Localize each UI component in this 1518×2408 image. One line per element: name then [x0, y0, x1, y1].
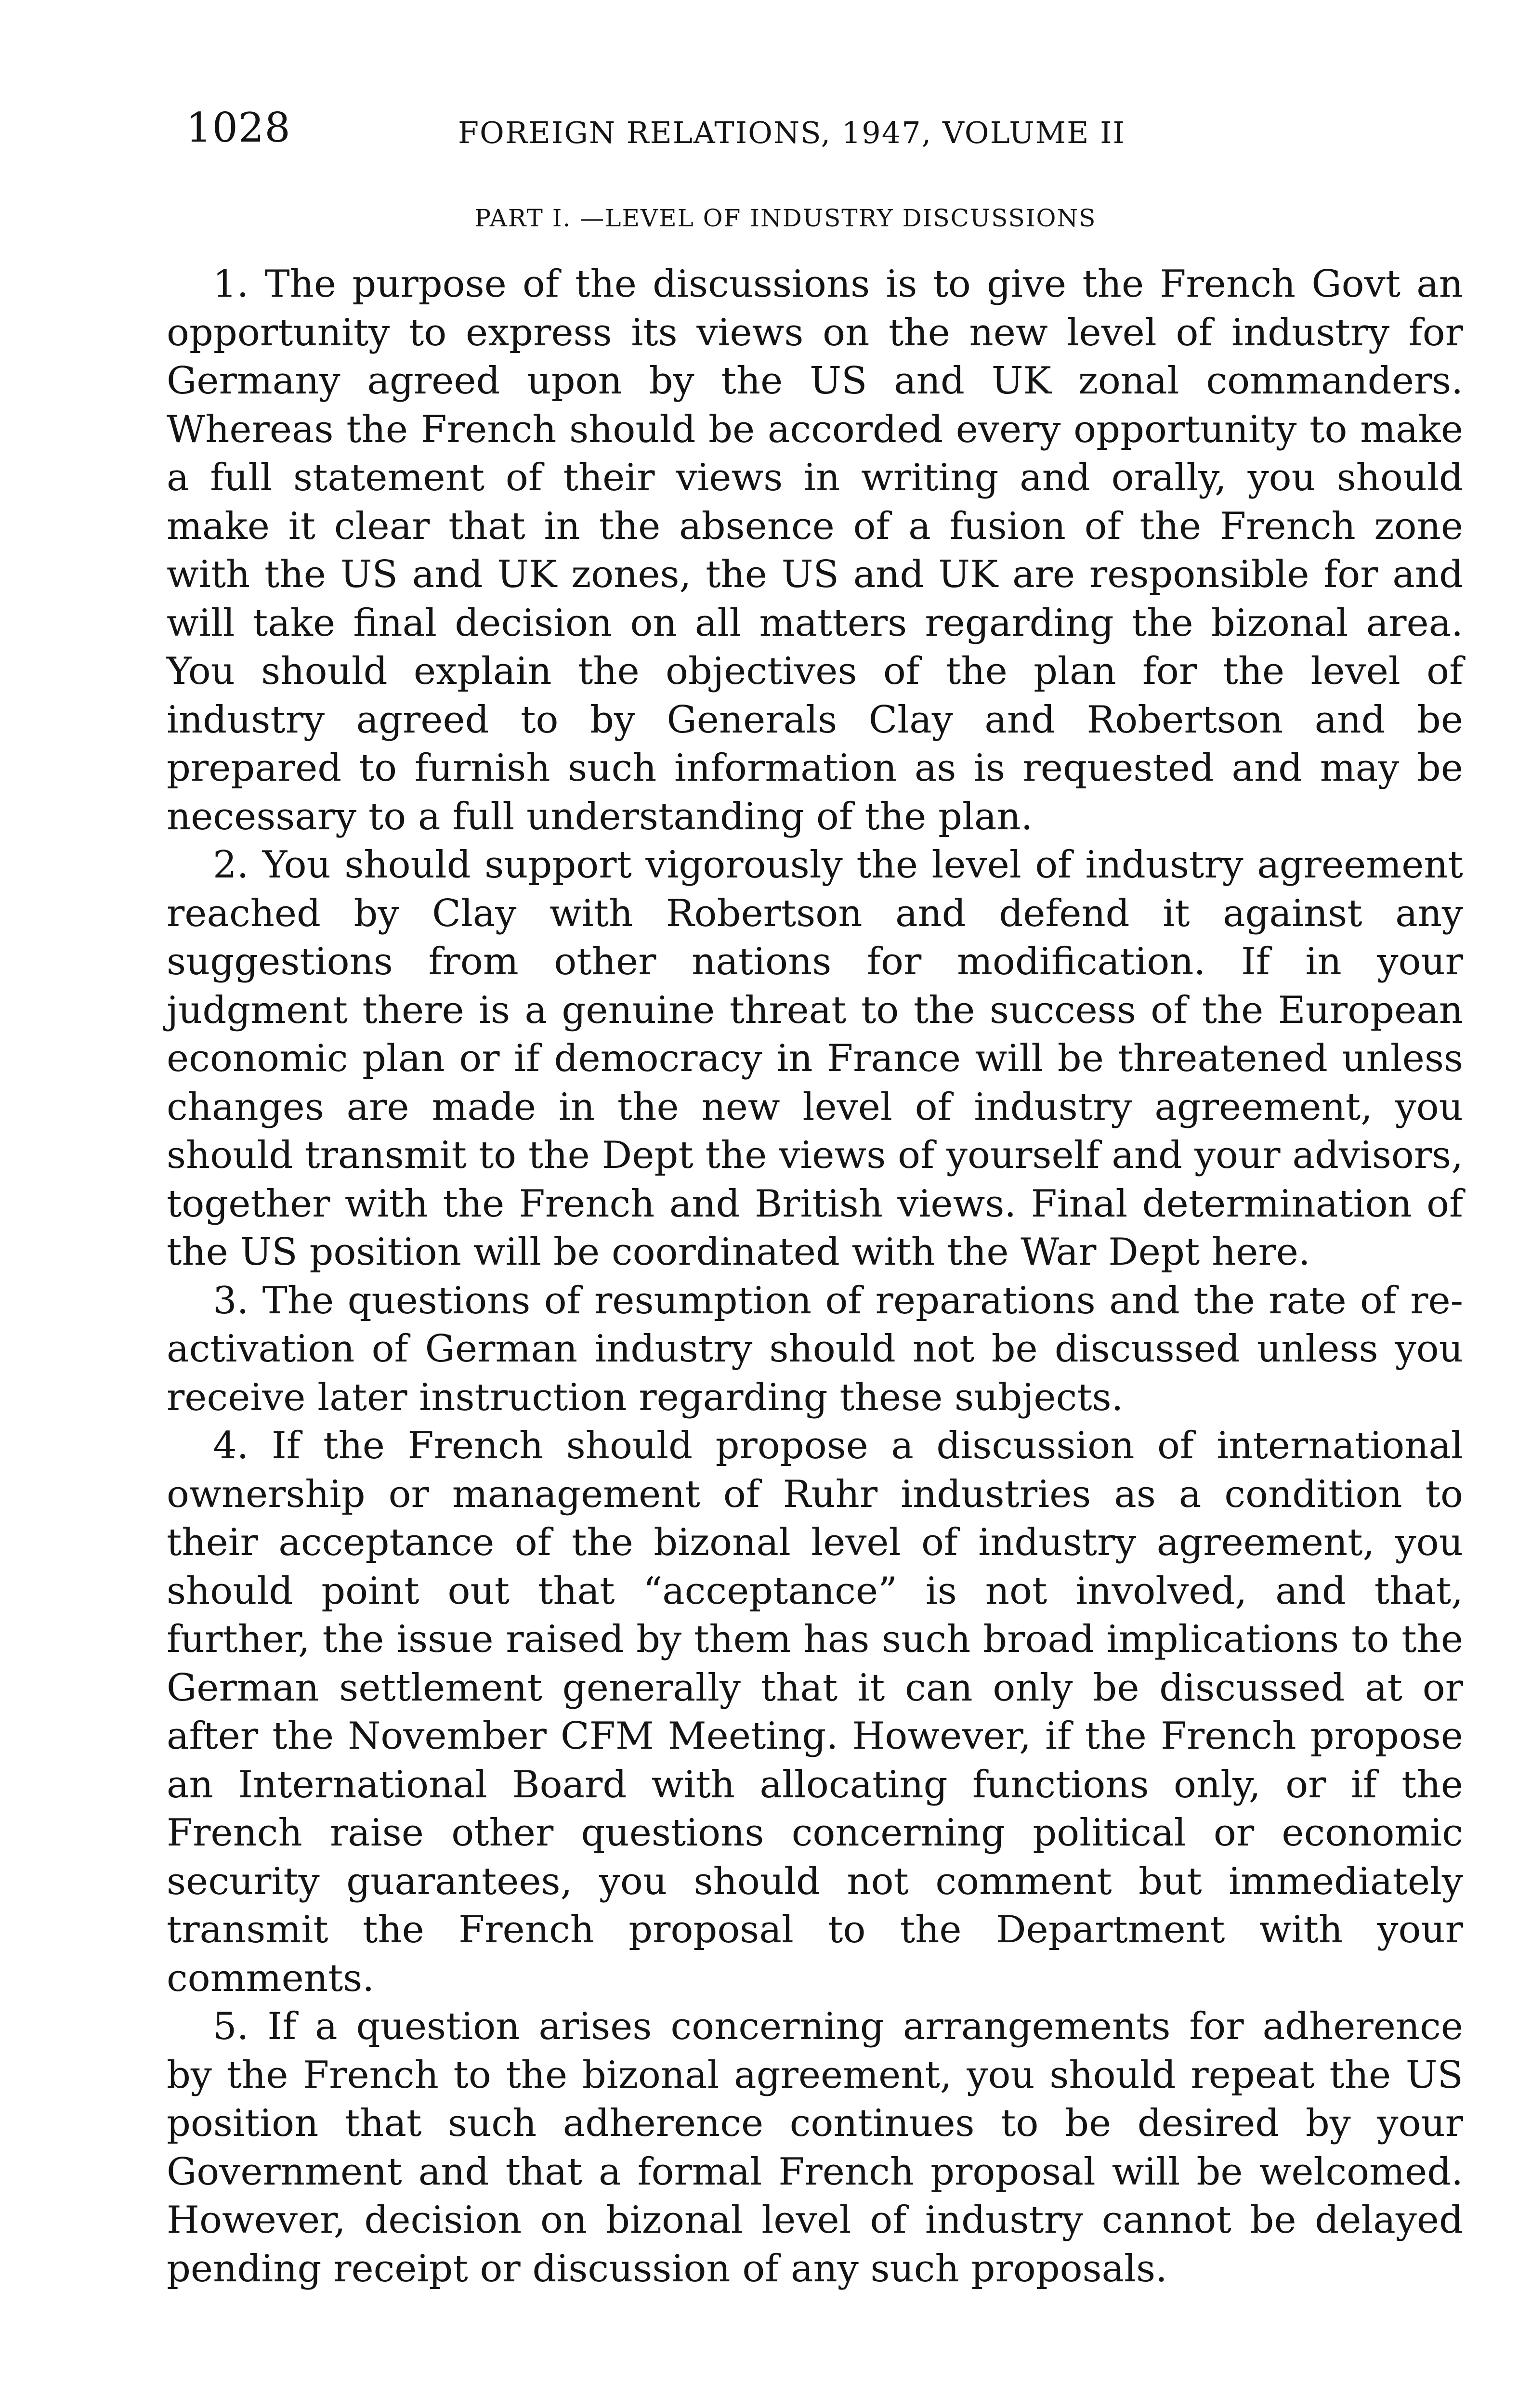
paragraph-3: 3. The questions of resumption of reparations and the rate of reactivation of German industry should not be discussed unless you receive later instruction regarding these subjects.	[167, 1279, 1463, 1419]
body-text	[167, 260, 1463, 2293]
running-head	[186, 101, 1207, 154]
running-head-title: FOREIGN RELATIONS, 1947, VOLUME II	[458, 115, 1126, 150]
section-heading: PART I. —LEVEL OF INDUSTRY DISCUSSIONS	[474, 204, 1097, 232]
paragraph-2: 2. You should support vigorously the level of industry agreement reached by Clay with Robertson and defend it against any suggestions from other nations for modification. If in your judgment there is a genuine threat to the success of the European economic plan or if democracy in France will be threatened unless changes are made in the new level of industry agreement, you should transmit to the Dept the views of yourself and your advisors, together with the French and British views. Final determination of the US position will be coordinated with the War Dept here.	[167, 843, 1463, 1274]
paragraph-4: 4. If the French should propose a discussion of international ownership or management of Ruhr industries as a condition to their acceptance of the bizonal level of industry agreement, you should point out that “acceptance” is not involved, and that, further, the issue raised by them has such broad implications to the German settlement generally that it can only be discussed at or after the November CFM Meeting. However, if the French propose an International Board with allocating functions only, or if the French raise other questions concerning political or economic security guarantees, you should not comment but immediately transmit the French proposal to the Department with your comments.	[167, 1424, 1463, 2000]
paragraph-5: 5. If a question arises concerning arrangements for adherence by the French to the bizonal agreement, you should repeat the US position that such adherence continues to be desired by your Government and that a formal French proposal will be welcomed. However, decision on bizonal level of industry cannot be delayed pending receipt or discussion of any such proposals.	[167, 2005, 1463, 2290]
page-number: 1028	[186, 104, 291, 151]
paragraph-1: 1. The purpose of the discussions is to give the French Govt an opportunity to express its views on the new level of industry for Germany agreed upon by the US and UK zonal commanders. Whereas the French should be accorded every opportunity to make a full statement of their views in writing and orally, you should make it clear that in the absence of a fusion of the French zone with the US and UK zones, the US and UK are responsible for and will take final decision on all matters regarding the bizonal area. You should explain the objectives of the plan for the level of industry agreed to by Generals Clay and Robertson and be prepared to furnish such information as is requested and may be necessary to a full understanding of the plan.	[167, 262, 1463, 838]
